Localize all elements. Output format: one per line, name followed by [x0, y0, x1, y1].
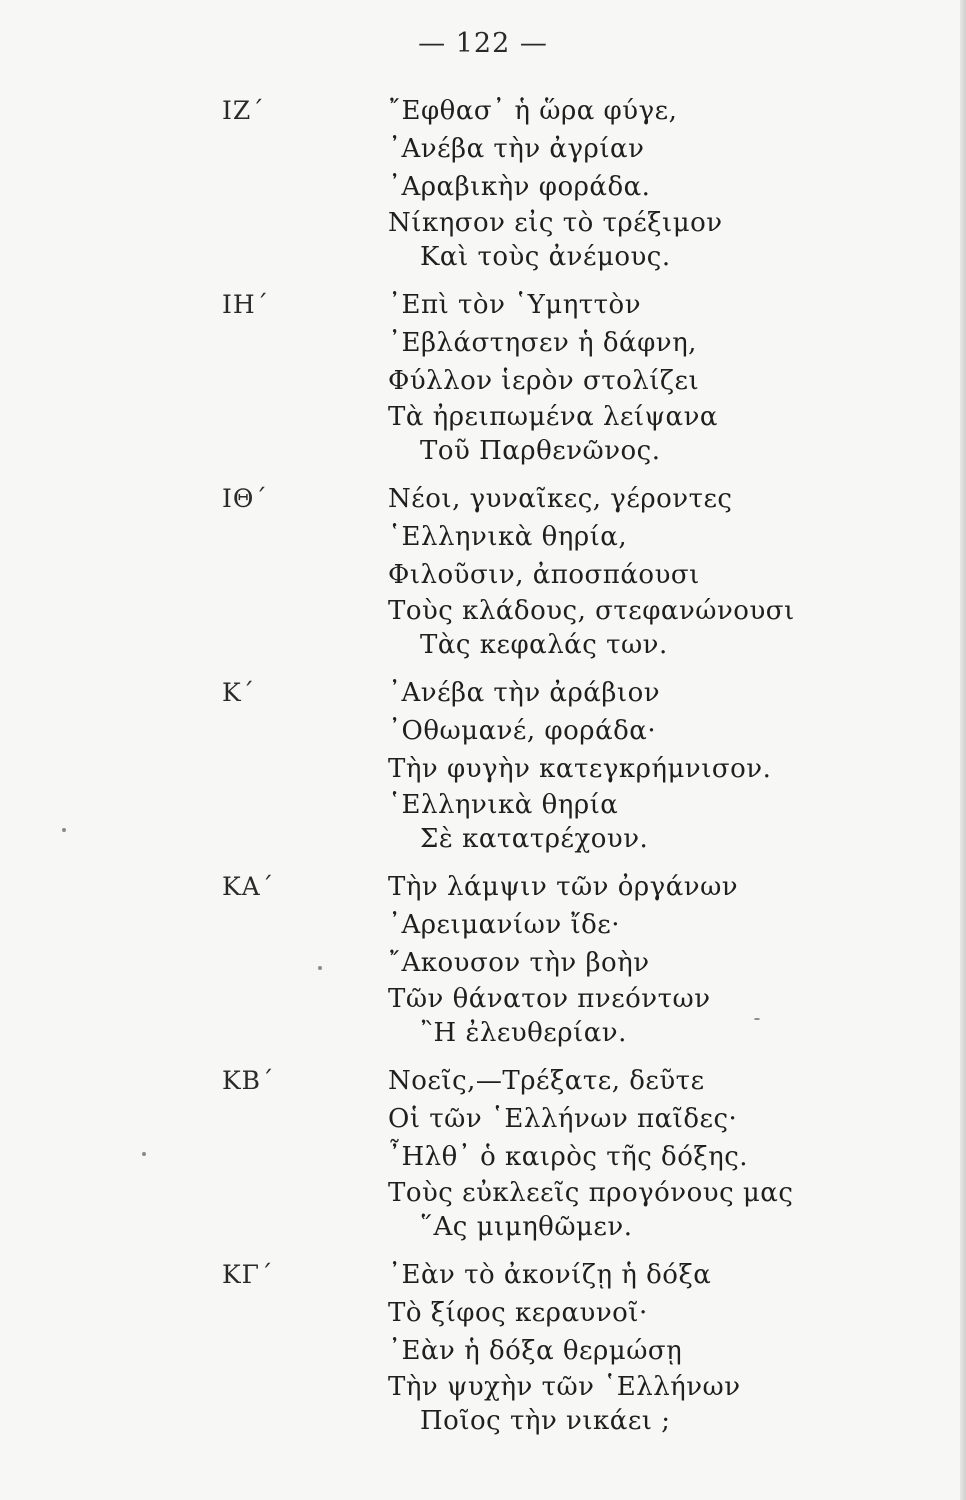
verse-line: Σὲ κατατρέχουν. [420, 824, 649, 854]
verse-line: ᾽Εβλάστησεν ἡ δάφνη, [388, 328, 697, 358]
verse-line: ᾽Αραβικὴν φοράδα. [388, 172, 651, 202]
verse-line: Νίκησον εἰς τὸ τρέξιμον [388, 208, 723, 238]
scan-speck [62, 828, 66, 832]
verse-line: ῾Ελληνικὰ θηρία [388, 790, 619, 820]
page-number: — 122 — [418, 28, 548, 59]
verse-line: ᾽Ανέβα τὴν ἀράβιον [388, 678, 661, 708]
verse-line: ῾Ελληνικὰ θηρία, [388, 522, 628, 552]
verse-line: Τὰς κεφαλάς των. [420, 630, 668, 660]
verse-line: ᾽Εὰν τὸ ἀκονίζῃ ἡ δόξα [388, 1260, 712, 1290]
stanza-numeral: ΚΒ΄ [222, 1066, 275, 1095]
verse-line: Τὴν ψυχὴν τῶν ῾Ελλήνων [388, 1372, 741, 1402]
scan-speck [318, 966, 322, 970]
stanza-numeral: ΙΖ΄ [222, 96, 265, 125]
page-edge-shadow [960, 0, 966, 1500]
verse-line: ῍Η ἐλευθερίαν. [420, 1018, 627, 1048]
verse-line: ᾽Αρειμανίων ἴδε· [388, 910, 621, 940]
verse-line: Τὰ ἠρειπωμένα λείψανα [388, 402, 718, 432]
stanza-numeral: ΙΘ΄ [222, 484, 268, 513]
verse-line: Νέοι, γυναῖκες, γέροντες [388, 484, 733, 514]
scan-speck [142, 1152, 146, 1156]
verse-line: Νοεῖς,—Τρέξατε, δεῦτε [388, 1066, 705, 1096]
scan-speck [754, 1018, 760, 1020]
verse-line: ῎Εφθασ᾽ ἡ ὥρα φύγε, [388, 96, 678, 126]
verse-line: Φύλλον ἱερὸν στολίζει [388, 366, 700, 396]
stanza-numeral: Κ΄ [222, 678, 256, 707]
verse-line: ῏Ηλθ᾽ ὁ καιρὸς τῆς δόξης. [388, 1142, 749, 1172]
verse-line: Τῶν θάνατον πνεόντων [388, 984, 711, 1014]
stanza-numeral: ΚΑ΄ [222, 872, 275, 901]
stanza-numeral: ΚΓ΄ [222, 1260, 274, 1289]
verse-line: ᾽Ανέβα τὴν ἀγρίαν [388, 134, 645, 164]
verse-line: ᾽Εὰν ἡ δόξα θερμώσῃ [388, 1336, 683, 1366]
verse-line: ῎Ακουσον τὴν βοὴν [388, 948, 650, 978]
verse-line: Φιλοῦσιν, ἀποσπάουσι [388, 560, 700, 590]
verse-line: Καὶ τοὺς ἀνέμους. [420, 242, 671, 272]
verse-line: Τὸ ξίφος κεραυνοῖ· [388, 1298, 648, 1328]
verse-line: ῞Ας μιμηθῶμεν. [420, 1212, 633, 1242]
verse-line: ᾽Επὶ τὸν ῾Υμηττὸν [388, 290, 641, 320]
verse-line: Τὴν φυγὴν κατεγκρήμνισον. [388, 754, 772, 784]
verse-line: Τοὺς κλάδους, στεφανώνουσι [388, 596, 795, 626]
verse-line: Τοῦ Παρθενῶνος. [420, 436, 661, 466]
verse-line: Τοὺς εὐκλεεῖς προγόνους μας [388, 1178, 794, 1208]
verse-line: Τὴν λάμψιν τῶν ὀργάνων [388, 872, 739, 902]
verse-line: ᾽Οθωμανέ, φοράδα· [388, 716, 657, 746]
stanza-numeral: ΙΗ΄ [222, 290, 270, 319]
verse-line: Οἱ τῶν ῾Ελλήνων παῖδες· [388, 1104, 738, 1134]
verse-line: Ποῖος τὴν νικάει ; [420, 1406, 671, 1436]
